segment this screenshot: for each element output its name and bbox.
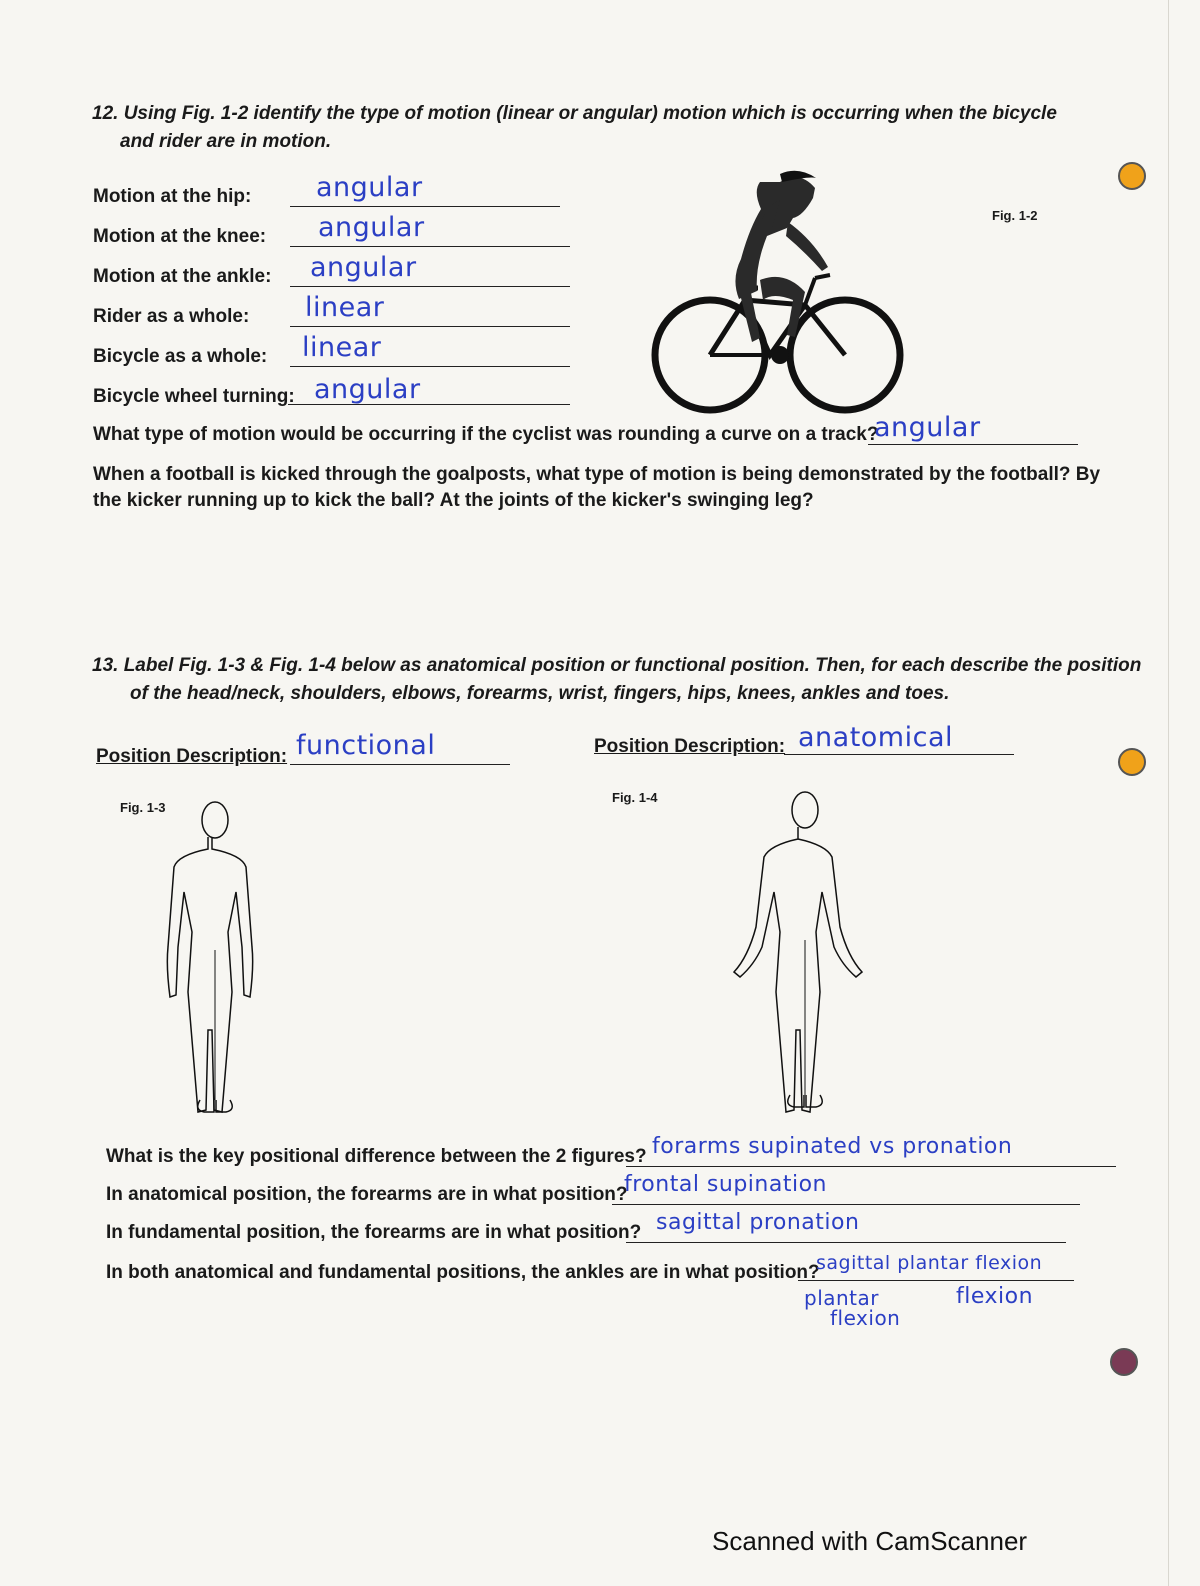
fig3-answer: functional: [296, 730, 436, 761]
page-edge: [1168, 0, 1169, 1586]
q12-title-line2: and rider are in motion.: [120, 131, 332, 152]
binder-tab-purple: [1110, 1348, 1138, 1376]
answer-fundamental: sagittal pronation: [656, 1210, 860, 1235]
row-label-rider: Rider as a whole:: [93, 306, 250, 327]
fundamental-question: In fundamental position, the forearms are in what position?: [106, 1222, 642, 1243]
answer-diff: forarms supinated vs pronation: [652, 1134, 1013, 1159]
fig-1-3-body-outline: [160, 800, 270, 1120]
row-label-bicycle: Bicycle as a whole:: [93, 346, 268, 367]
fig4-desc-label: Position Description:: [594, 736, 786, 757]
note-flexion: flexion: [830, 1306, 901, 1330]
answer-line-bicycle: [290, 366, 570, 367]
answer-line-curve: [868, 444, 1078, 445]
answer-curve: angular: [874, 412, 981, 443]
row-label-ankle: Motion at the ankle:: [93, 266, 272, 287]
answer-bicycle: linear: [302, 332, 382, 363]
answer-knee: angular: [318, 212, 425, 243]
fig-1-4-body-outline: [730, 790, 880, 1120]
football-question-line1: When a football is kicked through the goalposts, what type of motion is being demonstrated by the football? By: [93, 464, 1101, 485]
scanner-watermark: Scanned with CamScanner: [712, 1526, 1028, 1556]
row-label-wheel: Bicycle wheel turning:: [93, 386, 295, 407]
binder-tab-orange-2: [1118, 748, 1146, 776]
fig3-desc-line: [290, 764, 510, 765]
row-label-knee: Motion at the knee:: [93, 226, 267, 247]
ankles-question: In both anatomical and fundamental positions, the ankles are in what position?: [106, 1262, 820, 1283]
diff-question: What is the key positional difference between the 2 figures?: [106, 1146, 647, 1167]
binder-tab-orange: [1118, 162, 1146, 190]
answer-hip: angular: [316, 172, 423, 203]
note-flexion-right: flexion: [956, 1284, 1034, 1309]
answer-line-rider: [290, 326, 570, 327]
fig4-desc-line: [784, 754, 1014, 755]
q13-title-line1: 13. Label Fig. 1-3 & Fig. 1-4 below as anatomical position or functional position. Then, for each describe the position: [92, 655, 1142, 676]
answer-line-knee: [290, 246, 570, 247]
fig-1-2-label: Fig. 1-2: [992, 208, 1038, 223]
answer-line-fundamental: [626, 1242, 1066, 1243]
note-plantar: plantar: [804, 1286, 880, 1310]
cyclist-illustration: [630, 160, 910, 420]
fig3-desc-label: Position Description:: [96, 746, 288, 767]
answer-line-hip: [290, 206, 560, 207]
answer-anatomical: frontal supination: [624, 1172, 827, 1197]
fig4-answer: anatomical: [798, 722, 954, 753]
answer-line-ankles: [798, 1280, 1074, 1281]
curve-question: What type of motion would be occurring if the cyclist was rounding a curve on a track?: [93, 424, 879, 445]
row-label-hip: Motion at the hip:: [93, 186, 252, 207]
q13-title-line2: of the head/neck, shoulders, elbows, forearms, wrist, fingers, hips, knees, ankles and toes.: [130, 683, 950, 704]
answer-wheel: angular: [314, 374, 421, 405]
answer-line-anatomical: [612, 1204, 1080, 1205]
answer-line-diff: [626, 1166, 1116, 1167]
fig-1-3-label: Fig. 1-3: [120, 800, 166, 815]
q12-title-line1: 12. Using Fig. 1-2 identify the type of motion (linear or angular) motion which is occurring when the bicycle: [92, 103, 1057, 124]
answer-ankle: angular: [310, 252, 417, 283]
answer-rider: linear: [305, 292, 385, 323]
fig-1-4-label: Fig. 1-4: [612, 790, 658, 805]
answer-ankles: sagittal plantar flexion: [816, 1252, 1043, 1274]
answer-line-ankle: [290, 286, 570, 287]
anatomical-question: In anatomical position, the forearms are in what position?: [106, 1184, 628, 1205]
football-question-line2: the kicker running up to kick the ball? At the joints of the kicker's swinging leg?: [93, 490, 814, 511]
